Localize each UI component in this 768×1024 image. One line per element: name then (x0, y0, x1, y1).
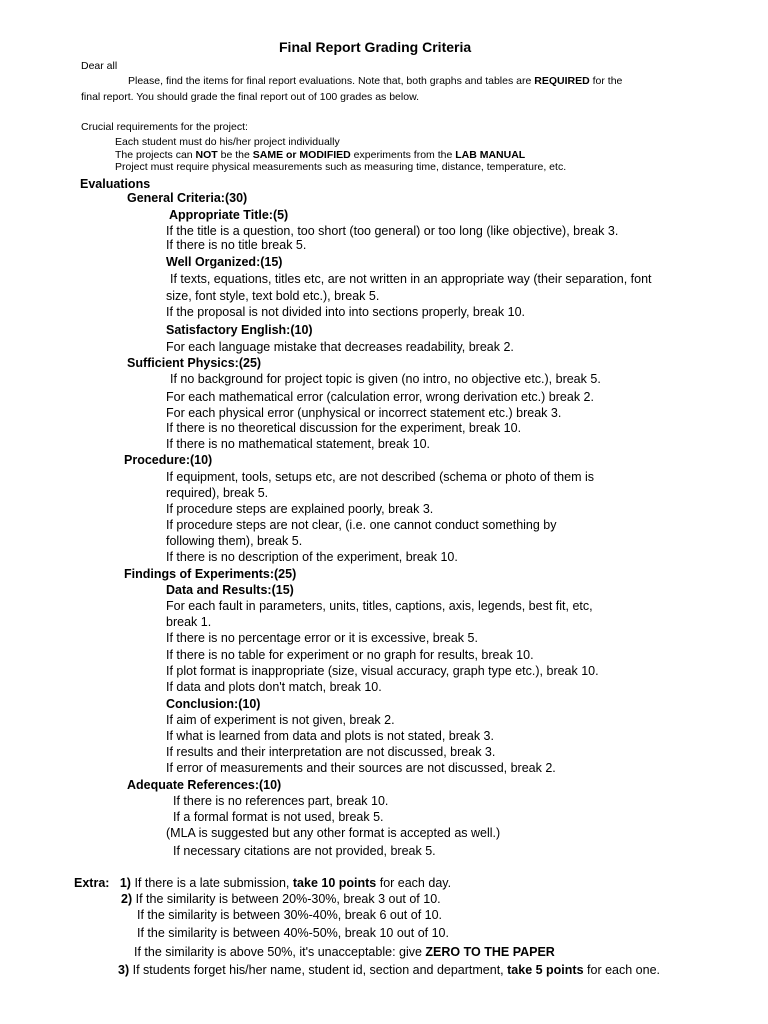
extra-label: Extra: (74, 876, 110, 890)
criterion-line: If plot format is inappropriate (size, visual accuracy, graph type etc.), break 10. (166, 664, 599, 678)
sufficient-physics-heading: Sufficient Physics:(25) (127, 356, 262, 370)
criterion-line: If results and their interpretation are not discussed, break 3. (166, 745, 496, 759)
criterion-line: If there is no description of the experiment, break 10. (166, 550, 458, 564)
criterion-line: For each physical error (unphysical or incorrect statement etc.) break 3. (166, 406, 562, 420)
extra-line: Extra: 1) If there is a late submission, take 10 points for each day. (74, 876, 452, 890)
extra-line: If the similarity is above 50%, it's unacceptable: give ZERO TO THE PAPER (134, 945, 555, 959)
criterion-line: For each fault in parameters, units, titles, captions, axis, legends, best fit, etc, (166, 599, 593, 613)
procedure-heading: Procedure:(10) (124, 453, 213, 467)
findings-heading: Findings of Experiments:(25) (124, 567, 297, 581)
appropriate-title-heading: Appropriate Title:(5) (169, 208, 289, 222)
greeting: Dear all (81, 60, 118, 72)
criterion-line: If texts, equations, titles etc, are not written in an appropriate way (their separation, font (170, 272, 652, 286)
criterion-line: If the title is a question, too short (too general) or too long (like objective), break 3. (166, 224, 619, 238)
criterion-line: If there is no title break 5. (166, 238, 307, 252)
well-organized-heading: Well Organized:(15) (166, 255, 283, 269)
criterion-line: If necessary citations are not provided, break 5. (173, 844, 436, 858)
criterion-line: For each mathematical error (calculation error, wrong derivation etc.) break 2. (166, 390, 594, 404)
criterion-line: If procedure steps are explained poorly, break 3. (166, 502, 434, 516)
criterion-line: break 1. (166, 615, 212, 629)
crucial-requirement: Project must require physical measurements such as measuring time, distance, temperature, etc. (115, 161, 567, 173)
criterion-line: If data and plots don't match, break 10. (166, 680, 382, 694)
conclusion-heading: Conclusion:(10) (166, 697, 261, 711)
criterion-line: If there is no references part, break 10. (173, 794, 389, 808)
criterion-line: If aim of experiment is not given, break 2. (166, 713, 395, 727)
required-emphasis: REQUIRED (534, 75, 590, 87)
crucial-requirement: Each student must do his/her project individually (115, 136, 340, 148)
adequate-references-heading: Adequate References:(10) (127, 778, 282, 792)
data-results-heading: Data and Results:(15) (166, 583, 294, 597)
criterion-line: required), break 5. (166, 486, 269, 500)
criterion-line: (MLA is suggested but any other format is accepted as well.) (166, 826, 501, 840)
criterion-line: If no background for project topic is given (no intro, no objective etc.), break 5. (170, 372, 601, 386)
criterion-line: following them), break 5. (166, 534, 303, 548)
criterion-line: If there is no table for experiment or no graph for results, break 10. (166, 648, 534, 662)
criterion-line: If there is no percentage error or it is excessive, break 5. (166, 631, 478, 645)
extra-line: If the similarity is between 40%-50%, break 10 out of 10. (137, 926, 449, 940)
evaluations-heading: Evaluations (80, 177, 151, 191)
criterion-line: If the proposal is not divided into into sections properly, break 10. (166, 305, 526, 319)
crucial-requirement: The projects can NOT be the SAME or MODIFIED experiments from the LAB MANUAL (115, 149, 526, 161)
criterion-line: If procedure steps are not clear, (i.e. one cannot conduct something by (166, 518, 557, 532)
criterion-line: If equipment, tools, setups etc, are not described (schema or photo of them is (166, 470, 595, 484)
satisfactory-english-heading: Satisfactory English:(10) (166, 323, 313, 337)
criterion-line: If there is no theoretical discussion for the experiment, break 10. (166, 421, 522, 435)
criterion-line: For each language mistake that decreases readability, break 2. (166, 340, 514, 354)
criterion-line: If error of measurements and their sources are not discussed, break 2. (166, 761, 556, 775)
general-criteria-heading: General Criteria:(30) (127, 191, 248, 205)
extra-line: 3) If students forget his/her name, student id, section and department, take 5 points for each one. (118, 963, 660, 977)
extra-line: If the similarity is between 30%-40%, break 6 out of 10. (137, 908, 443, 922)
extra-line: 2) If the similarity is between 20%-30%, break 3 out of 10. (121, 892, 441, 906)
intro-line-2: final report. You should grade the final report out of 100 grades as below. (81, 91, 419, 103)
crucial-heading: Crucial requirements for the project: (81, 121, 248, 133)
criterion-line: size, font style, text bold etc.), break 5. (166, 289, 380, 303)
criterion-line: If what is learned from data and plots is not stated, break 3. (166, 729, 494, 743)
criterion-line: If a formal format is not used, break 5. (173, 810, 384, 824)
criterion-line: If there is no mathematical statement, break 10. (166, 437, 431, 451)
intro-line-1: Please, find the items for final report evaluations. Note that, both graphs and tables are REQUIRED for the (128, 75, 623, 87)
page-title: Final Report Grading Criteria (279, 39, 472, 55)
